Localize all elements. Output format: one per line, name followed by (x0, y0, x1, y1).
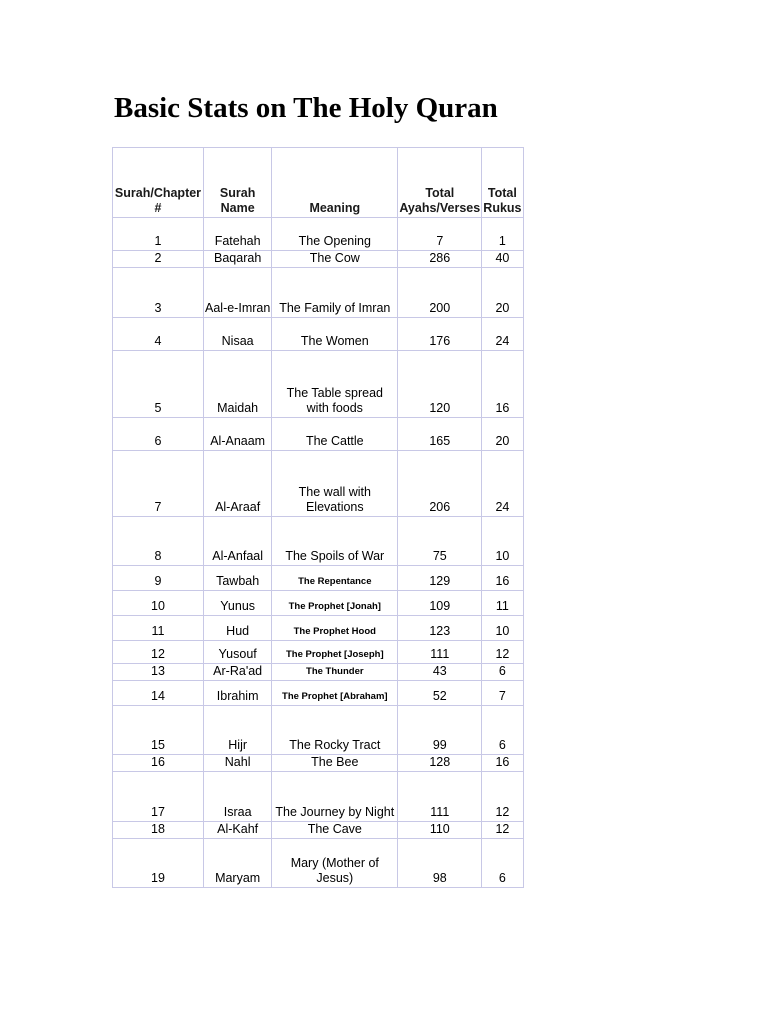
surah-name: Israa (204, 772, 272, 822)
surah-meaning: The Prophet [Jonah] (272, 591, 398, 616)
total-ayahs: 98 (398, 839, 482, 888)
surah-meaning: The Cattle (272, 418, 398, 451)
total-rukus: 16 (482, 566, 523, 591)
table-row (113, 318, 524, 351)
surah-name: Yunus (204, 591, 272, 616)
surah-name: Al-Anaam (204, 418, 272, 451)
surah-meaning: The Repentance (272, 566, 398, 591)
table-row (113, 218, 524, 251)
surah-name: Ar-Ra'ad (204, 664, 272, 681)
surah-name: Hijr (204, 706, 272, 755)
chapter-number: 18 (113, 822, 204, 839)
quran-stats-table (112, 147, 524, 888)
surah-name: Al-Kahf (204, 822, 272, 839)
total-ayahs: 165 (398, 418, 482, 451)
page-title: Basic Stats on The Holy Quran (114, 92, 498, 124)
total-rukus: 10 (482, 517, 523, 566)
surah-name: Al-Anfaal (204, 517, 272, 566)
total-ayahs: 7 (398, 218, 482, 251)
surah-meaning: Mary (Mother of Jesus) (272, 839, 398, 888)
total-ayahs: 111 (398, 641, 482, 664)
total-ayahs: 110 (398, 822, 482, 839)
chapter-number: 12 (113, 641, 204, 664)
total-ayahs: 43 (398, 664, 482, 681)
table-row (113, 755, 524, 772)
chapter-number: 11 (113, 616, 204, 641)
chapter-number: 10 (113, 591, 204, 616)
surah-meaning: The Rocky Tract (272, 706, 398, 755)
chapter-number: 9 (113, 566, 204, 591)
total-ayahs: 176 (398, 318, 482, 351)
chapter-number: 5 (113, 351, 204, 418)
total-rukus: 11 (482, 591, 523, 616)
total-rukus: 7 (482, 681, 523, 706)
total-ayahs: 129 (398, 566, 482, 591)
chapter-number: 15 (113, 706, 204, 755)
surah-meaning: The Cave (272, 822, 398, 839)
surah-meaning: The Opening (272, 218, 398, 251)
total-rukus: 1 (482, 218, 523, 251)
total-rukus: 12 (482, 772, 523, 822)
surah-meaning: The Prophet Hood (272, 616, 398, 641)
surah-name: Al-Araaf (204, 451, 272, 517)
surah-meaning: The wall with Elevations (272, 451, 398, 517)
total-ayahs: 99 (398, 706, 482, 755)
total-rukus: 16 (482, 351, 523, 418)
table-row (113, 772, 524, 822)
surah-name: Maidah (204, 351, 272, 418)
total-ayahs: 52 (398, 681, 482, 706)
surah-name: Hud (204, 616, 272, 641)
chapter-number: 14 (113, 681, 204, 706)
header-chapter: Surah/Chapter # (113, 148, 204, 218)
table-row (113, 517, 524, 566)
total-ayahs: 286 (398, 251, 482, 268)
surah-name: Ibrahim (204, 681, 272, 706)
surah-meaning: The Thunder (272, 664, 398, 681)
total-ayahs: 109 (398, 591, 482, 616)
header-meaning: Meaning (272, 148, 398, 218)
total-rukus: 20 (482, 268, 523, 318)
header-total-rukus: Total Rukus (482, 148, 523, 218)
total-rukus: 10 (482, 616, 523, 641)
surah-name: Yusouf (204, 641, 272, 664)
surah-meaning: The Table spread with foods (272, 351, 398, 418)
chapter-number: 4 (113, 318, 204, 351)
table-row (113, 591, 524, 616)
surah-name: Nisaa (204, 318, 272, 351)
chapter-number: 2 (113, 251, 204, 268)
table-row (113, 664, 524, 681)
surah-name: Fatehah (204, 218, 272, 251)
header-total-ayahs: Total Ayahs/Verses (398, 148, 482, 218)
surah-name: Tawbah (204, 566, 272, 591)
header-row (113, 148, 524, 218)
table-row (113, 566, 524, 591)
table-row (113, 839, 524, 888)
table-row (113, 822, 524, 839)
total-ayahs: 111 (398, 772, 482, 822)
chapter-number: 16 (113, 755, 204, 772)
total-rukus: 40 (482, 251, 523, 268)
surah-meaning: The Prophet [Joseph] (272, 641, 398, 664)
total-rukus: 6 (482, 839, 523, 888)
table-row (113, 251, 524, 268)
total-rukus: 20 (482, 418, 523, 451)
table-row (113, 641, 524, 664)
surah-name: Maryam (204, 839, 272, 888)
total-rukus: 6 (482, 664, 523, 681)
total-rukus: 24 (482, 318, 523, 351)
chapter-number: 17 (113, 772, 204, 822)
surah-name: Baqarah (204, 251, 272, 268)
surah-name: Aal-e-Imran (204, 268, 272, 318)
chapter-number: 1 (113, 218, 204, 251)
total-rukus: 16 (482, 755, 523, 772)
total-ayahs: 123 (398, 616, 482, 641)
table-row (113, 268, 524, 318)
total-ayahs: 128 (398, 755, 482, 772)
header-surah-name: Surah Name (204, 148, 272, 218)
surah-meaning: The Journey by Night (272, 772, 398, 822)
total-rukus: 12 (482, 641, 523, 664)
chapter-number: 13 (113, 664, 204, 681)
chapter-number: 8 (113, 517, 204, 566)
total-rukus: 24 (482, 451, 523, 517)
surah-meaning: The Women (272, 318, 398, 351)
total-ayahs: 206 (398, 451, 482, 517)
total-ayahs: 75 (398, 517, 482, 566)
total-ayahs: 200 (398, 268, 482, 318)
chapter-number: 7 (113, 451, 204, 517)
table-row (113, 351, 524, 418)
table-row (113, 706, 524, 755)
table-row (113, 616, 524, 641)
chapter-number: 19 (113, 839, 204, 888)
total-ayahs: 120 (398, 351, 482, 418)
table-row (113, 451, 524, 517)
surah-name: Nahl (204, 755, 272, 772)
surah-meaning: The Prophet [Abraham] (272, 681, 398, 706)
table-row (113, 418, 524, 451)
chapter-number: 6 (113, 418, 204, 451)
surah-meaning: The Family of Imran (272, 268, 398, 318)
surah-meaning: The Cow (272, 251, 398, 268)
table-row (113, 681, 524, 706)
surah-meaning: The Bee (272, 755, 398, 772)
surah-meaning: The Spoils of War (272, 517, 398, 566)
chapter-number: 3 (113, 268, 204, 318)
total-rukus: 6 (482, 706, 523, 755)
total-rukus: 12 (482, 822, 523, 839)
